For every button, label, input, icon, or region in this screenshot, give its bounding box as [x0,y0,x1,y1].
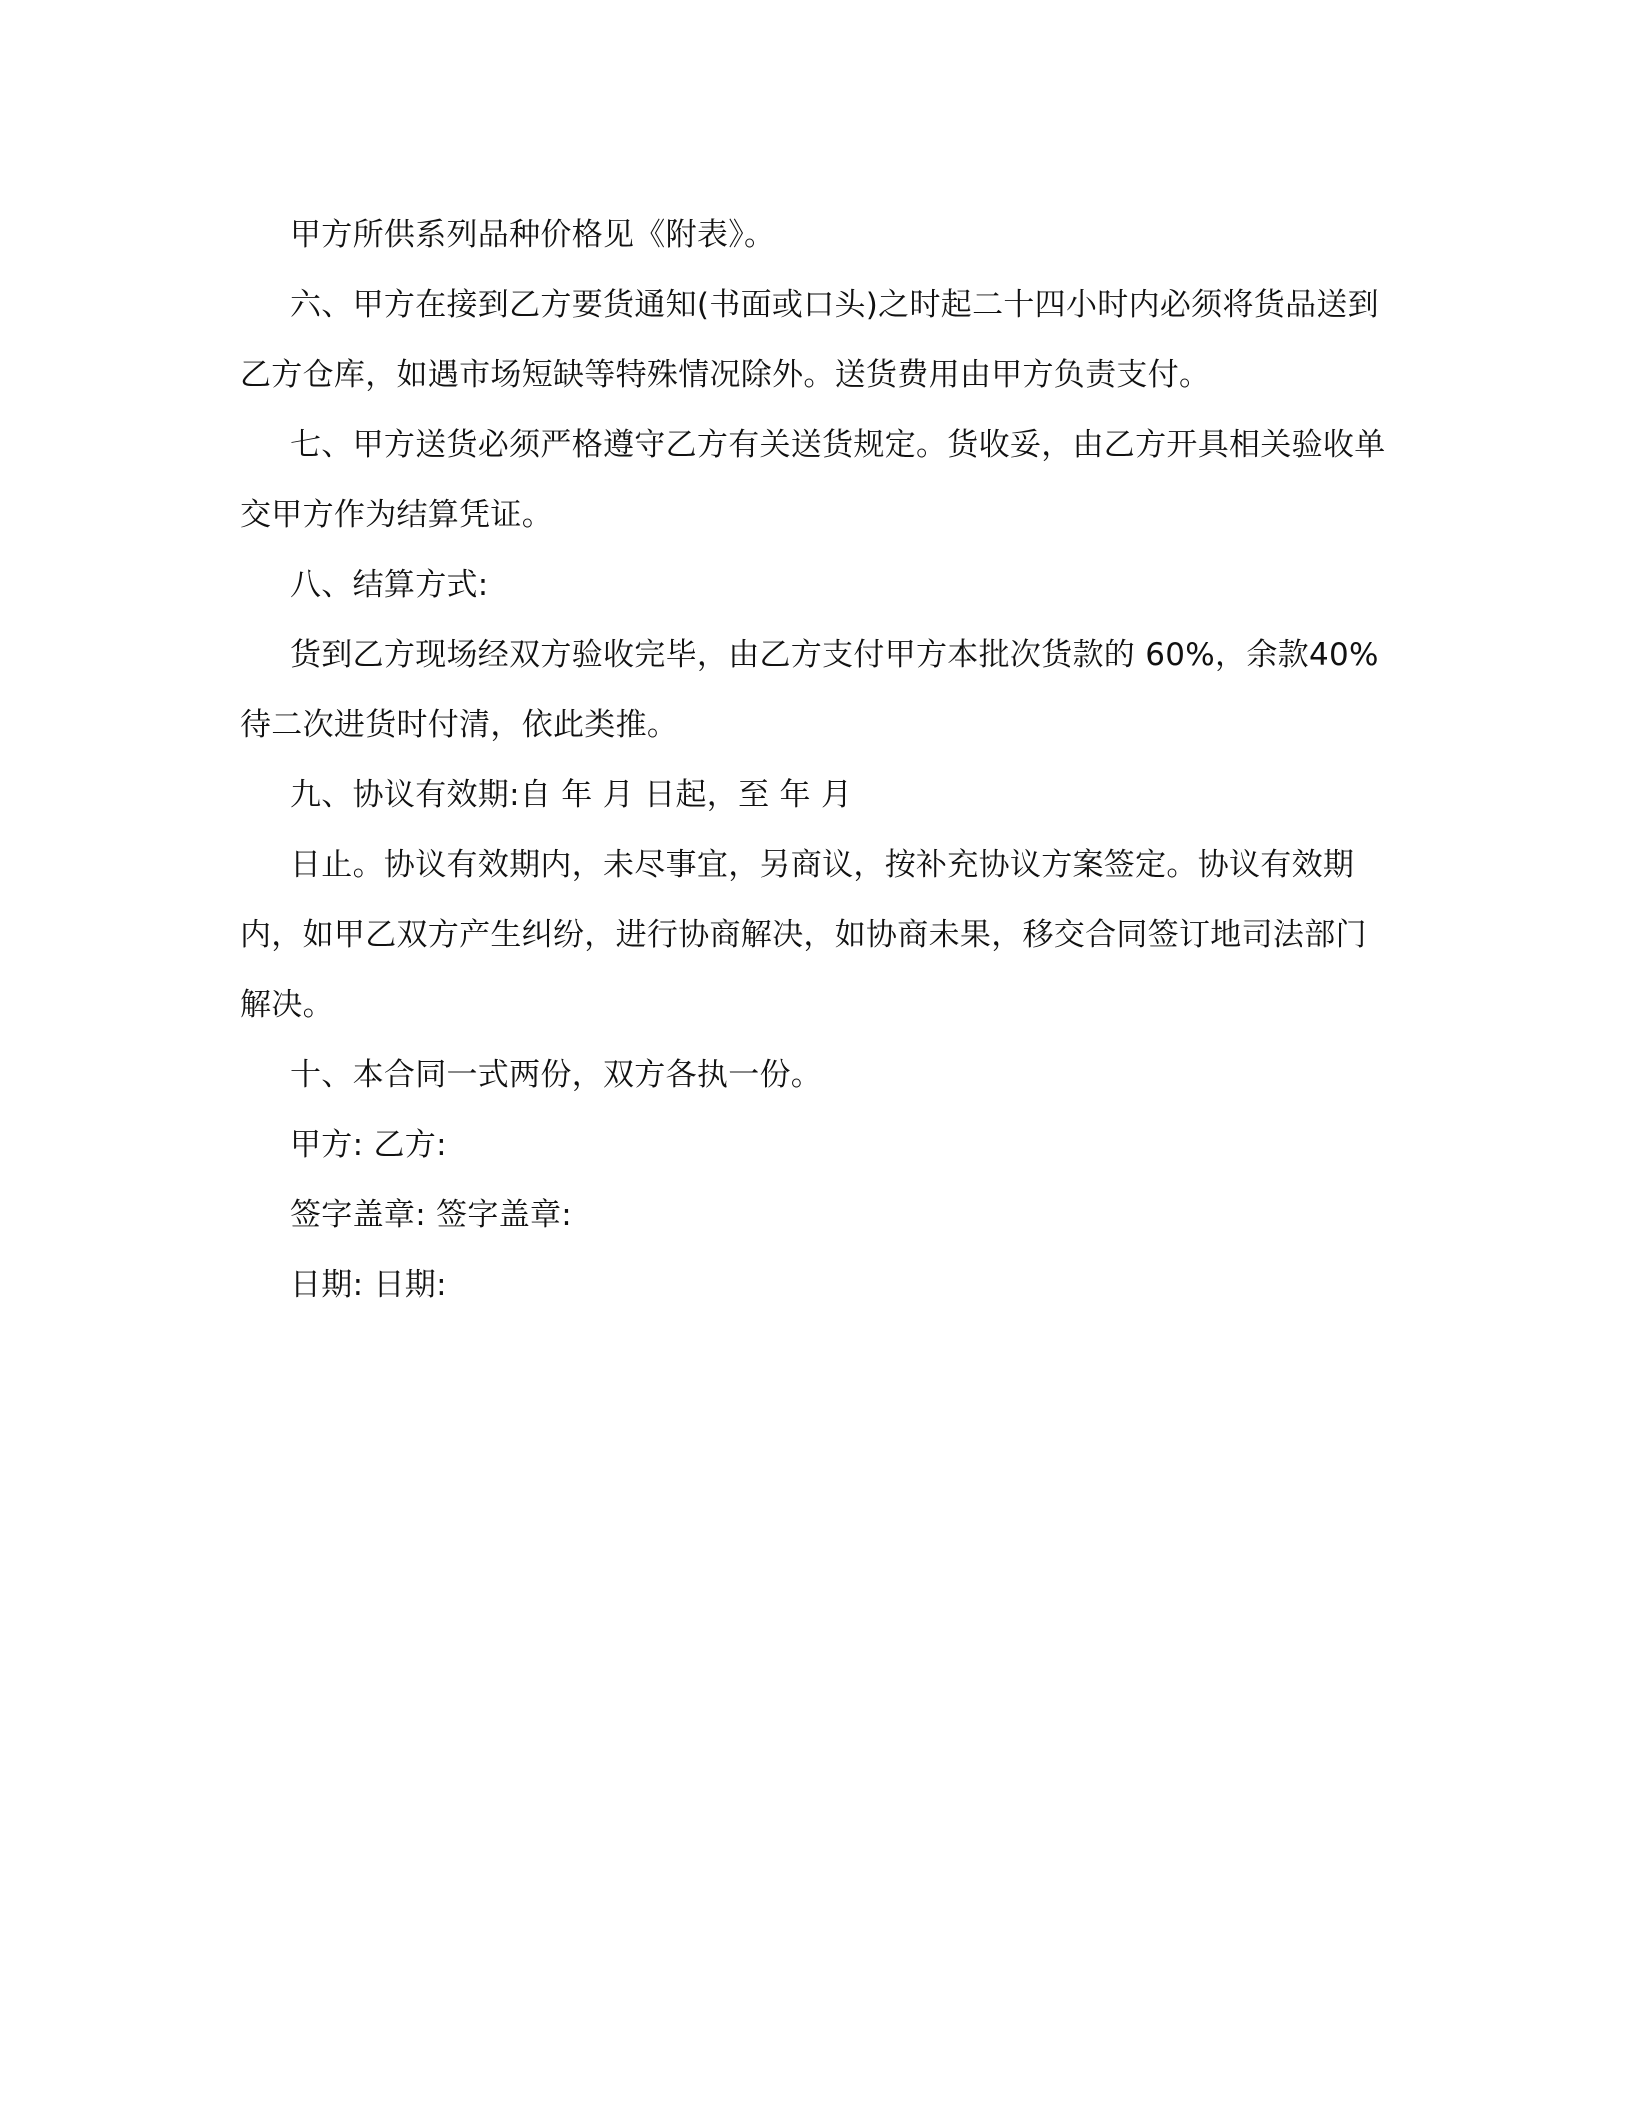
signature-date: 日期: 日期: [290,1267,447,1303]
paragraph-clause-10: 十、本合同一式两份，双方各执一份。 [290,1057,823,1093]
document-body [240,200,1390,1320]
paragraph-clause-7: 七、甲方送货必须严格遵守乙方有关送货规定。货收妥，由乙方开具相关验收单交甲方作为结算凭证。 [240,427,1386,533]
paragraph-clause-8-body: 货到乙方现场经双方验收完毕，由乙方支付甲方本批次货款的 60%，余款40%待二次进货时付清，依此类推。 [240,637,1379,743]
paragraph-clause-9: 九、协议有效期:自 年 月 日起，至 年 月 [290,777,853,813]
signature-parties: 甲方: 乙方: [290,1127,447,1163]
paragraph-price-list: 甲方所供系列品种价格见《附表》。 [290,217,776,253]
paragraph-clause-6: 六、甲方在接到乙方要货通知(书面或口头)之时起二十四小时内必须将货品送到乙方仓库，如遇市场短缺等特殊情况除外。送货费用由甲方负责支付。 [240,287,1379,393]
paragraph-clause-8-title: 八、结算方式: [290,567,489,603]
signature-seal: 签字盖章: 签字盖章: [290,1197,573,1233]
paragraph-clause-9-body: 日止。协议有效期内，未尽事宜，另商议，按补充协议方案签定。协议有效期内，如甲乙双方产生纠纷，进行协商解决，如协商未果，移交合同签订地司法部门解决。 [240,847,1367,1023]
